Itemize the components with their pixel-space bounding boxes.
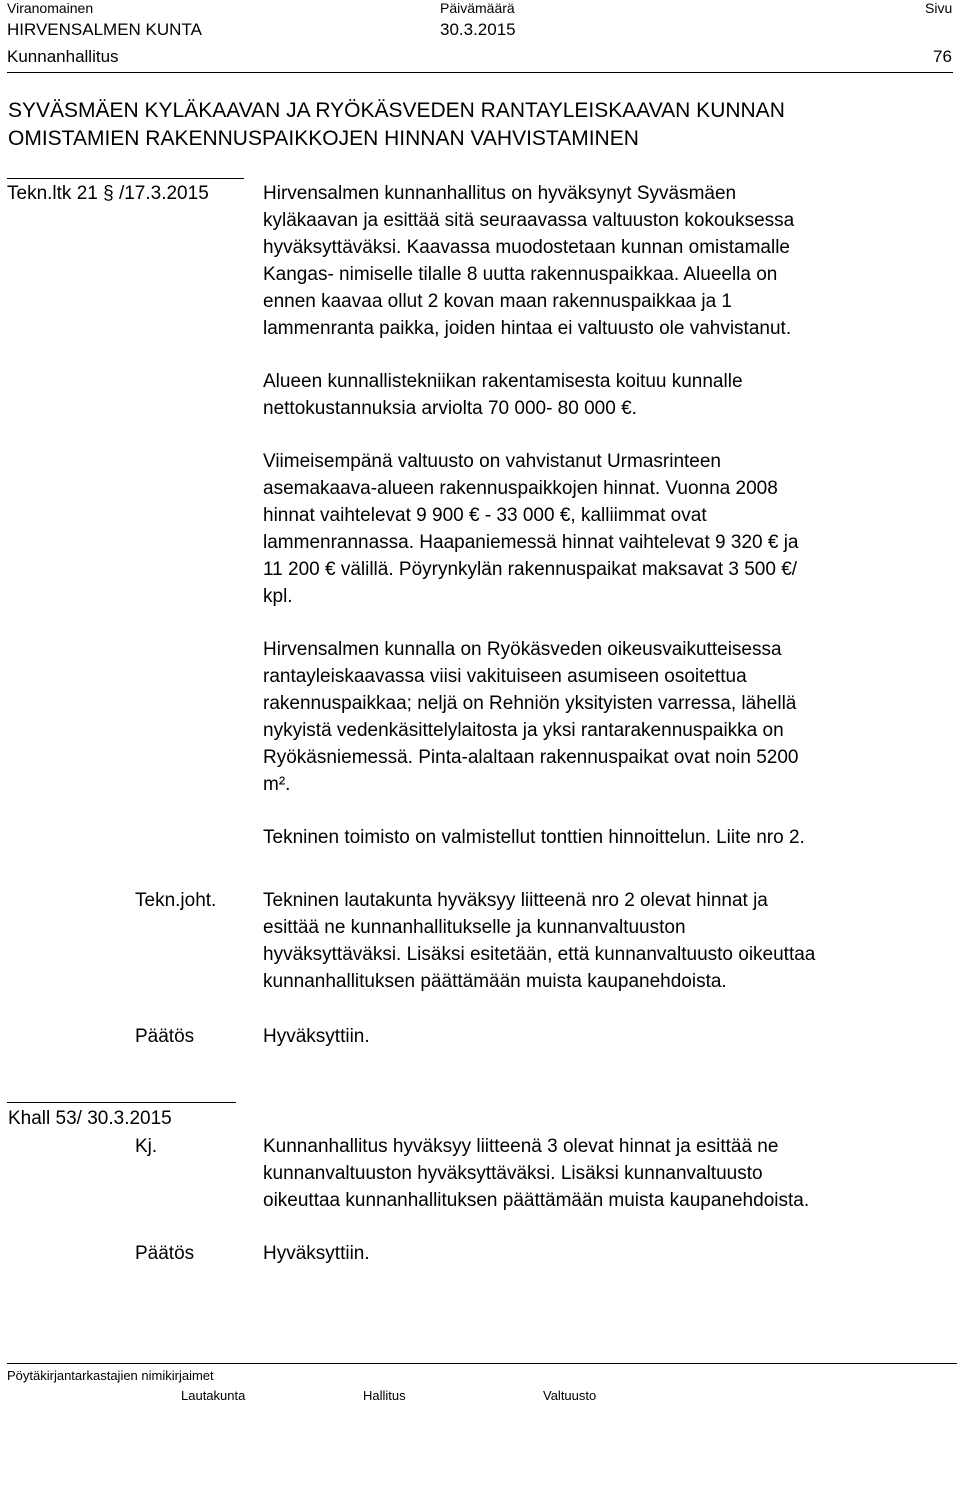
text-line: hyväksyttäväksi. Lisäksi esitetään, että kunnanvaltuusto oikeuttaa [263, 944, 816, 965]
text-line: ennen kaavaa ollut 2 kovan maan rakennuspaikkaa ja 1 [263, 291, 732, 312]
text-line: lammenranta paikka, joiden hintaa ei valtuusto ole vahvistanut. [263, 318, 792, 339]
header-divider [7, 72, 953, 73]
page-title-line-1: SYVÄSMÄEN KYLÄKAAVAN JA RYÖKÄSVEDEN RANTAYLEISKAAVAN KUNNAN [8, 99, 785, 122]
text-line: oikeuttaa kunnanhallituksen päättämään muista kaupanehdoista. [263, 1190, 810, 1211]
footer-divider [7, 1363, 957, 1364]
text-line: rakennuspaikkaa; neljä on Rehniön yksityisten varressa, lähellä [263, 693, 797, 714]
section2-divider [7, 1102, 236, 1103]
page-title-line-2: OMISTAMIEN RAKENNUSPAIKKOJEN HINNAN VAHVISTAMINEN [8, 127, 639, 150]
section2-decision-label: Päätös [135, 1243, 195, 1264]
proposal-label: Tekn.joht. [135, 890, 217, 911]
section1-divider [7, 178, 244, 179]
text-line: nykyistä vedenkäsittelylaitosta ja yksi rantarakennuspaikka on [263, 720, 784, 741]
text-line: Tekninen lautakunta hyväksyy liitteenä nro 2 olevat hinnat ja [263, 890, 768, 911]
text-line: Hirvensalmen kunnanhallitus on hyväksynyt Syväsmäen [263, 183, 737, 204]
text-line: kyläkaavan ja esittää sitä seuraavassa valtuuston kokouksessa [263, 210, 795, 231]
header-date: 30.3.2015 [440, 20, 516, 39]
header-body: Kunnanhallitus [7, 47, 119, 66]
text-line: nettokustannuksia arviolta 70 000- 80 000 €. [263, 398, 637, 419]
header-author: HIRVENSALMEN KUNTA [7, 20, 202, 39]
paragraph [263, 448, 953, 610]
footer-column-hallitus: Hallitus [363, 1388, 406, 1403]
section2-proposal-label: Kj. [135, 1136, 158, 1157]
section2-decision-text: Hyväksyttiin. [263, 1243, 370, 1264]
text-line: Alueen kunnallistekniikan rakentamisesta koituu kunnalle [263, 371, 743, 392]
header-page-number: 76 [933, 47, 952, 66]
text-line: 11 200 € välillä. Pöyrynkylän rakennuspaikat maksavat 3 500 €/ [263, 559, 798, 580]
paragraph [263, 636, 953, 798]
paragraph [263, 824, 953, 851]
text-line: esittää ne kunnanhallitukselle ja kunnanvaltuuston [263, 917, 686, 938]
text-line: Tekninen toimisto on valmistellut tonttien hinnoittelun. Liite nro 2. [263, 827, 805, 848]
text-line: kunnanhallituksen päättämään muista kaupanehdoista. [263, 971, 727, 992]
text-line: lammenrannassa. Haapaniemessä hinnat vaihtelevat 9 320 € ja [263, 532, 799, 553]
header-date-label: Päivämäärä [440, 0, 515, 16]
text-line: m². [263, 774, 291, 795]
text-line: hinnat vaihtelevat 9 900 € - 33 000 €, kalliimmat ovat [263, 505, 707, 526]
text-line: Kangas- nimiselle tilalle 8 uutta rakennuspaikkaa. Alueella on [263, 264, 778, 285]
section1-reference: Tekn.ltk 21 § /17.3.2015 [7, 183, 209, 204]
footer-signatures-label: Pöytäkirjantarkastajien nimikirjaimet [7, 1368, 214, 1383]
text-line: asemakaava-alueen rakennuspaikkojen hinnat. Vuonna 2008 [263, 478, 778, 499]
section2-proposal-text [263, 1133, 809, 1214]
header-page-label: Sivu [925, 0, 953, 16]
text-line: Kunnanhallitus hyväksyy liitteenä 3 olevat hinnat ja esittää ne [263, 1136, 779, 1157]
text-line: rantayleiskaavassa viisi vakituiseen asumiseen osoitettua [263, 666, 747, 687]
paragraph [263, 368, 953, 422]
footer-column-lautakunta: Lautakunta [181, 1388, 246, 1403]
proposal-text [263, 887, 815, 995]
decision-label: Päätös [135, 1026, 195, 1047]
text-line: Hirvensalmen kunnalla on Ryökäsveden oikeusvaikutteisessa [263, 639, 782, 660]
text-line: Ryökäsniemessä. Pinta-alaltaan rakennuspaikat ovat noin 5200 [263, 747, 799, 768]
header-author-label: Viranomainen [7, 0, 94, 16]
footer-column-valtuusto: Valtuusto [543, 1388, 597, 1403]
paragraph [263, 180, 953, 342]
section1-text [263, 180, 953, 851]
decision-text: Hyväksyttiin. [263, 1026, 370, 1047]
text-line: kunnanvaltuuston hyväksyttäväksi. Lisäksi kunnanvaltuusto [263, 1163, 763, 1184]
text-line: kpl. [263, 586, 293, 607]
section2-reference: Khall 53/ 30.3.2015 [8, 1108, 172, 1129]
text-line: hyväksyttäväksi. Kaavassa muodostetaan kunnan omistamalle [263, 237, 790, 258]
text-line: Viimeisempänä valtuusto on vahvistanut Urmasrinteen [263, 451, 721, 472]
